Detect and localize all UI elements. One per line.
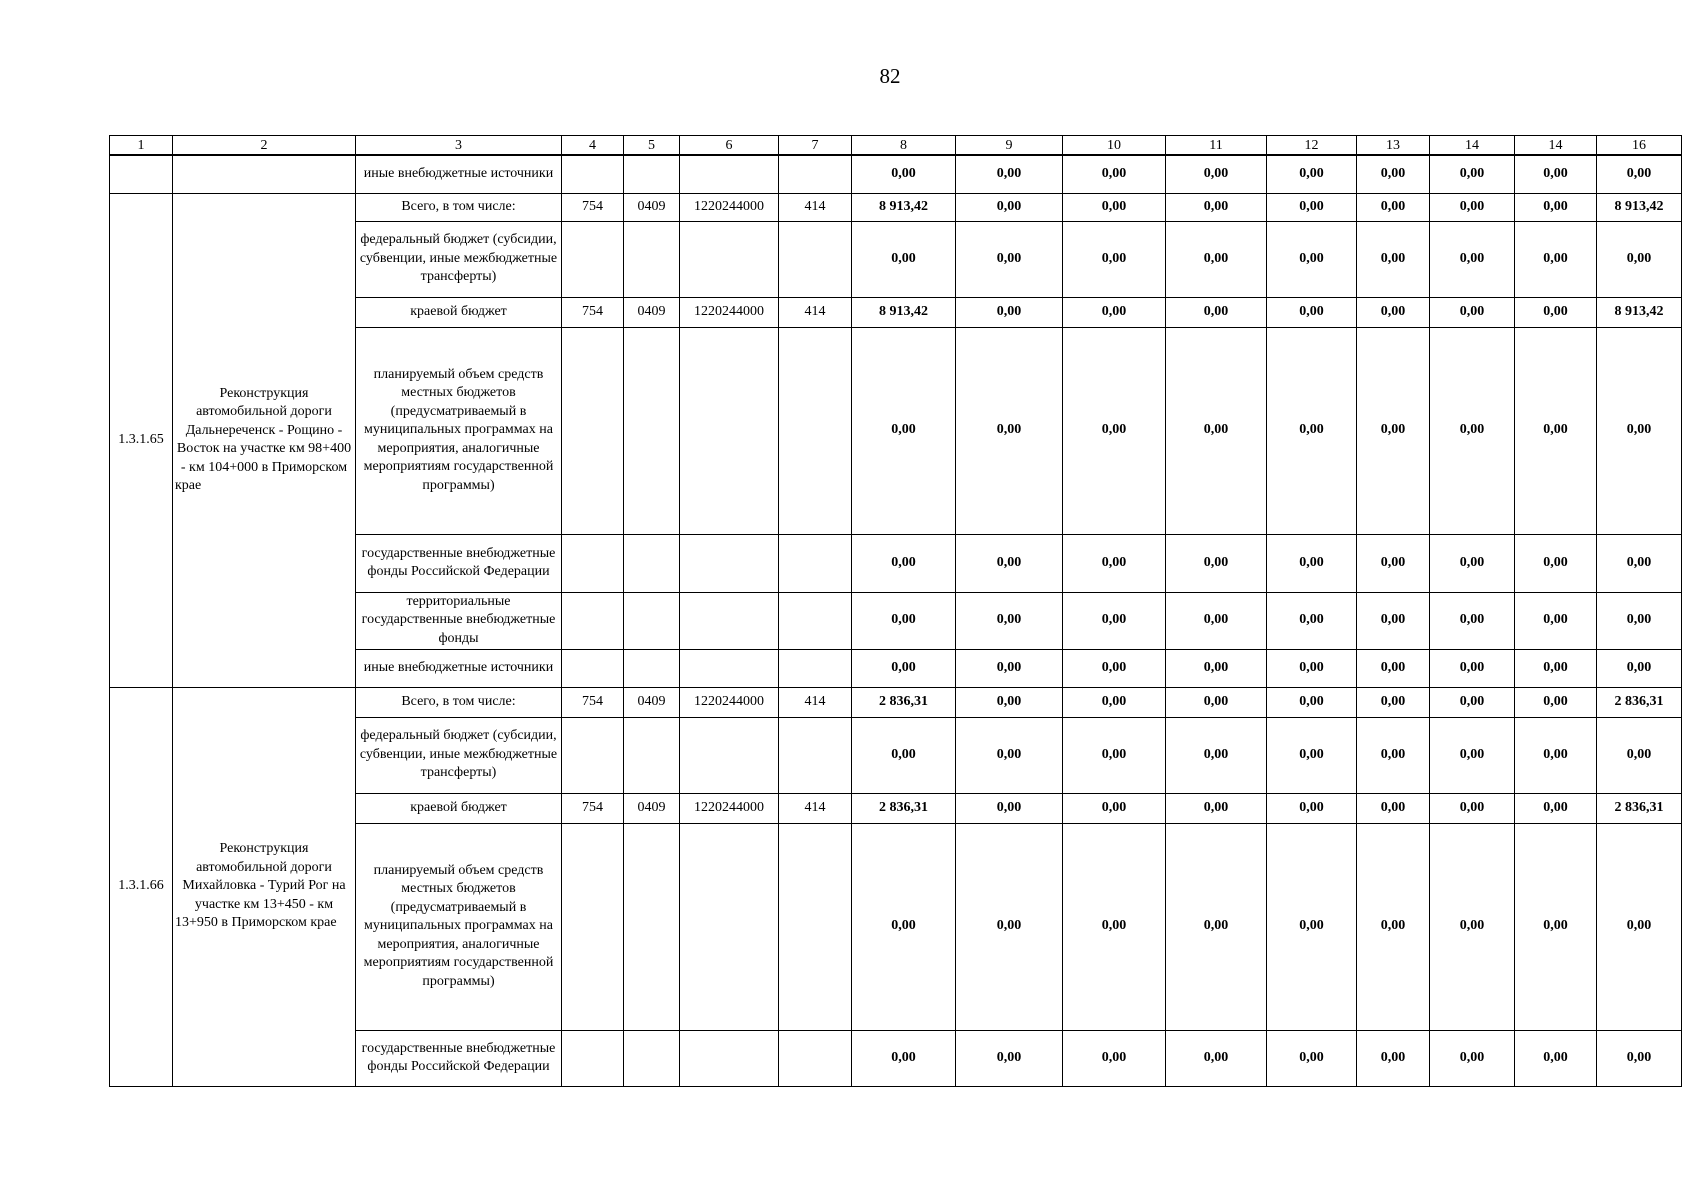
budget-table	[109, 135, 1682, 1087]
empty-cell	[624, 1030, 680, 1086]
amount-cell: 0,00	[1515, 823, 1597, 1030]
column-number: 9	[956, 136, 1063, 156]
amount-cell: 0,00	[1430, 687, 1515, 717]
amount-cell: 0,00	[1267, 297, 1357, 327]
amount-cell: 0,00	[1166, 1030, 1267, 1086]
empty-cell	[562, 592, 624, 649]
amount-cell: 0,00	[956, 649, 1063, 687]
amount-cell: 0,00	[1267, 717, 1357, 793]
amount-cell: 0,00	[1063, 592, 1166, 649]
amount-cell: 0,00	[1430, 297, 1515, 327]
column-number: 16	[1597, 136, 1682, 156]
amount-cell: 0,00	[1357, 592, 1430, 649]
grbs-code: 754	[562, 193, 624, 221]
empty-cell	[624, 592, 680, 649]
empty-cell	[680, 717, 779, 793]
amount-cell: 0,00	[1515, 534, 1597, 592]
column-number: 7	[779, 136, 852, 156]
empty-cell	[680, 221, 779, 297]
amount-cell: 2 836,31	[852, 793, 956, 823]
funding-source-label: краевой бюджет	[356, 793, 562, 823]
grbs-code: 754	[562, 687, 624, 717]
expense-type-code: 414	[779, 793, 852, 823]
amount-cell: 0,00	[1166, 793, 1267, 823]
amount-cell: 0,00	[1597, 534, 1682, 592]
amount-cell: 0,00	[1166, 592, 1267, 649]
column-number: 3	[356, 136, 562, 156]
empty-cell	[779, 823, 852, 1030]
amount-cell: 0,00	[1063, 193, 1166, 221]
target-code: 1220244000	[680, 297, 779, 327]
grbs-code: 754	[562, 793, 624, 823]
amount-cell: 0,00	[1597, 221, 1682, 297]
amount-cell: 0,00	[1357, 297, 1430, 327]
expense-type-code: 414	[779, 193, 852, 221]
grbs-code: 754	[562, 297, 624, 327]
column-number: 2	[173, 136, 356, 156]
funding-source-label: государственные внебюджетные фонды Российской Федерации	[356, 1030, 562, 1086]
amount-cell: 0,00	[956, 193, 1063, 221]
column-number: 1	[110, 136, 173, 156]
empty-cell	[779, 534, 852, 592]
amount-cell: 0,00	[1597, 327, 1682, 534]
column-number: 14	[1430, 136, 1515, 156]
empty-cell	[562, 221, 624, 297]
amount-cell: 0,00	[956, 221, 1063, 297]
amount-cell: 0,00	[1515, 155, 1597, 193]
empty-cell	[562, 155, 624, 193]
column-number: 5	[624, 136, 680, 156]
section-code: 0409	[624, 687, 680, 717]
amount-cell: 0,00	[1267, 649, 1357, 687]
empty-cell	[779, 327, 852, 534]
amount-cell: 0,00	[1166, 221, 1267, 297]
amount-cell: 0,00	[1597, 717, 1682, 793]
funding-source-label: федеральный бюджет (субсидии, субвенции, иные межбюджетные трансферты)	[356, 717, 562, 793]
amount-cell: 0,00	[1063, 687, 1166, 717]
amount-cell: 0,00	[1357, 327, 1430, 534]
item-name: Реконструкция автомобильной дороги Дальнереченск - Рощино - Восток на участке км 98+400 - км 104+000 в Приморском крае	[173, 193, 356, 687]
amount-cell: 0,00	[1597, 155, 1682, 193]
expense-type-code: 414	[779, 687, 852, 717]
amount-cell: 0,00	[1357, 534, 1430, 592]
empty-cell	[779, 155, 852, 193]
amount-cell: 0,00	[1166, 649, 1267, 687]
amount-cell: 0,00	[1063, 1030, 1166, 1086]
empty-cell	[680, 155, 779, 193]
amount-cell: 0,00	[1357, 193, 1430, 221]
item-number: 1.3.1.66	[110, 687, 173, 1086]
amount-cell: 0,00	[956, 793, 1063, 823]
amount-cell: 0,00	[1515, 327, 1597, 534]
empty-cell	[624, 717, 680, 793]
empty-cell	[624, 534, 680, 592]
item-name: Реконструкция автомобильной дороги Михайловка - Турий Рог на участке км 13+450 - км 13+950 в Приморском крае	[173, 687, 356, 1086]
amount-cell: 0,00	[1166, 534, 1267, 592]
table-row	[110, 193, 1682, 221]
empty-cell	[624, 823, 680, 1030]
empty-cell	[680, 823, 779, 1030]
amount-cell: 0,00	[956, 1030, 1063, 1086]
amount-cell: 8 913,42	[852, 193, 956, 221]
empty-cell	[562, 717, 624, 793]
column-number: 11	[1166, 136, 1267, 156]
empty-cell	[680, 534, 779, 592]
amount-cell: 0,00	[852, 221, 956, 297]
amount-cell: 0,00	[1357, 155, 1430, 193]
amount-cell: 0,00	[1515, 717, 1597, 793]
amount-cell: 0,00	[1166, 327, 1267, 534]
column-number: 12	[1267, 136, 1357, 156]
amount-cell: 0,00	[1515, 687, 1597, 717]
amount-cell: 0,00	[1430, 1030, 1515, 1086]
amount-cell: 0,00	[1515, 1030, 1597, 1086]
amount-cell: 0,00	[1166, 687, 1267, 717]
funding-source-label: иные внебюджетные источники	[356, 155, 562, 193]
amount-cell: 0,00	[1515, 649, 1597, 687]
amount-cell: 0,00	[1267, 534, 1357, 592]
empty-cell	[562, 534, 624, 592]
amount-cell: 0,00	[1357, 1030, 1430, 1086]
empty-cell	[779, 1030, 852, 1086]
empty-cell	[779, 592, 852, 649]
amount-cell: 0,00	[1063, 327, 1166, 534]
amount-cell: 0,00	[956, 534, 1063, 592]
amount-cell: 0,00	[1166, 297, 1267, 327]
amount-cell: 0,00	[1515, 221, 1597, 297]
empty-cell	[562, 649, 624, 687]
amount-cell: 0,00	[1430, 717, 1515, 793]
amount-cell: 0,00	[852, 823, 956, 1030]
empty-cell	[110, 155, 173, 193]
amount-cell: 0,00	[1166, 155, 1267, 193]
amount-cell: 0,00	[1430, 649, 1515, 687]
amount-cell: 2 836,31	[852, 687, 956, 717]
funding-source-label: краевой бюджет	[356, 297, 562, 327]
amount-cell: 0,00	[1166, 193, 1267, 221]
amount-cell: 0,00	[956, 297, 1063, 327]
column-number: 14	[1515, 136, 1597, 156]
funding-source-label: планируемый объем средств местных бюджетов (предусматриваемый в муниципальных программах на мероприятия, аналогичные мероприятиям государственной программы)	[356, 327, 562, 534]
amount-cell: 0,00	[1357, 793, 1430, 823]
amount-cell: 0,00	[1267, 193, 1357, 221]
amount-cell: 0,00	[1063, 649, 1166, 687]
target-code: 1220244000	[680, 193, 779, 221]
funding-source-label: Всего, в том числе:	[356, 193, 562, 221]
column-number-row	[110, 136, 1682, 156]
amount-cell: 0,00	[1597, 649, 1682, 687]
empty-cell	[624, 327, 680, 534]
empty-cell	[624, 649, 680, 687]
amount-cell: 0,00	[852, 717, 956, 793]
amount-cell: 0,00	[852, 1030, 956, 1086]
empty-cell	[680, 1030, 779, 1086]
amount-cell: 0,00	[1267, 155, 1357, 193]
funding-source-label: Всего, в том числе:	[356, 687, 562, 717]
amount-cell: 0,00	[1267, 1030, 1357, 1086]
target-code: 1220244000	[680, 687, 779, 717]
amount-cell: 0,00	[1267, 221, 1357, 297]
table-row	[110, 687, 1682, 717]
amount-cell: 0,00	[1357, 649, 1430, 687]
amount-cell: 0,00	[1430, 823, 1515, 1030]
amount-cell: 0,00	[1063, 717, 1166, 793]
amount-cell: 0,00	[1166, 717, 1267, 793]
amount-cell: 0,00	[1430, 155, 1515, 193]
column-number: 6	[680, 136, 779, 156]
section-code: 0409	[624, 297, 680, 327]
amount-cell: 0,00	[1357, 687, 1430, 717]
table-row	[110, 155, 1682, 193]
funding-source-label: планируемый объем средств местных бюджетов (предусматриваемый в муниципальных программах на мероприятия, аналогичные мероприятиям государственной программы)	[356, 823, 562, 1030]
amount-cell: 0,00	[1515, 793, 1597, 823]
empty-cell	[624, 155, 680, 193]
amount-cell: 0,00	[1267, 592, 1357, 649]
empty-cell	[779, 221, 852, 297]
empty-cell	[562, 823, 624, 1030]
amount-cell: 0,00	[852, 155, 956, 193]
amount-cell: 0,00	[1597, 1030, 1682, 1086]
empty-cell	[680, 327, 779, 534]
amount-cell: 0,00	[1430, 592, 1515, 649]
amount-cell: 0,00	[1515, 193, 1597, 221]
amount-cell: 0,00	[956, 717, 1063, 793]
column-number: 8	[852, 136, 956, 156]
section-code: 0409	[624, 793, 680, 823]
amount-cell: 2 836,31	[1597, 687, 1682, 717]
amount-cell: 0,00	[956, 155, 1063, 193]
amount-cell: 0,00	[1430, 193, 1515, 221]
amount-cell: 0,00	[1597, 823, 1682, 1030]
column-number: 4	[562, 136, 624, 156]
amount-cell: 0,00	[1267, 823, 1357, 1030]
amount-cell: 0,00	[1357, 717, 1430, 793]
amount-cell: 0,00	[852, 327, 956, 534]
amount-cell: 8 913,42	[1597, 193, 1682, 221]
amount-cell: 0,00	[1063, 823, 1166, 1030]
amount-cell: 0,00	[1063, 534, 1166, 592]
amount-cell: 0,00	[1430, 534, 1515, 592]
amount-cell: 0,00	[1430, 221, 1515, 297]
amount-cell: 0,00	[1063, 793, 1166, 823]
target-code: 1220244000	[680, 793, 779, 823]
section-code: 0409	[624, 193, 680, 221]
empty-cell	[779, 649, 852, 687]
amount-cell: 0,00	[1515, 592, 1597, 649]
empty-cell	[680, 592, 779, 649]
amount-cell: 0,00	[956, 327, 1063, 534]
amount-cell: 0,00	[1063, 221, 1166, 297]
amount-cell: 8 913,42	[852, 297, 956, 327]
amount-cell: 0,00	[1063, 155, 1166, 193]
item-number: 1.3.1.65	[110, 193, 173, 687]
amount-cell: 0,00	[956, 823, 1063, 1030]
column-number: 13	[1357, 136, 1430, 156]
amount-cell: 0,00	[1063, 297, 1166, 327]
funding-source-label: территориальные государственные внебюджетные фонды	[356, 592, 562, 649]
empty-cell	[562, 327, 624, 534]
amount-cell: 0,00	[852, 592, 956, 649]
funding-source-label: государственные внебюджетные фонды Российской Федерации	[356, 534, 562, 592]
amount-cell: 0,00	[1267, 687, 1357, 717]
empty-cell	[624, 221, 680, 297]
amount-cell: 0,00	[956, 687, 1063, 717]
empty-cell	[173, 155, 356, 193]
amount-cell: 0,00	[1166, 823, 1267, 1030]
amount-cell: 0,00	[852, 534, 956, 592]
empty-cell	[562, 1030, 624, 1086]
amount-cell: 0,00	[1267, 327, 1357, 534]
expense-type-code: 414	[779, 297, 852, 327]
column-number: 10	[1063, 136, 1166, 156]
amount-cell: 8 913,42	[1597, 297, 1682, 327]
amount-cell: 0,00	[1515, 297, 1597, 327]
amount-cell: 0,00	[1597, 592, 1682, 649]
amount-cell: 0,00	[1357, 221, 1430, 297]
amount-cell: 0,00	[1267, 793, 1357, 823]
funding-source-label: федеральный бюджет (субсидии, субвенции, иные межбюджетные трансферты)	[356, 221, 562, 297]
amount-cell: 0,00	[1430, 327, 1515, 534]
funding-source-label: иные внебюджетные источники	[356, 649, 562, 687]
amount-cell: 0,00	[956, 592, 1063, 649]
amount-cell: 0,00	[1357, 823, 1430, 1030]
empty-cell	[779, 717, 852, 793]
amount-cell: 0,00	[1430, 793, 1515, 823]
empty-cell	[680, 649, 779, 687]
amount-cell: 2 836,31	[1597, 793, 1682, 823]
page-number: 82	[879, 64, 901, 88]
amount-cell: 0,00	[852, 649, 956, 687]
